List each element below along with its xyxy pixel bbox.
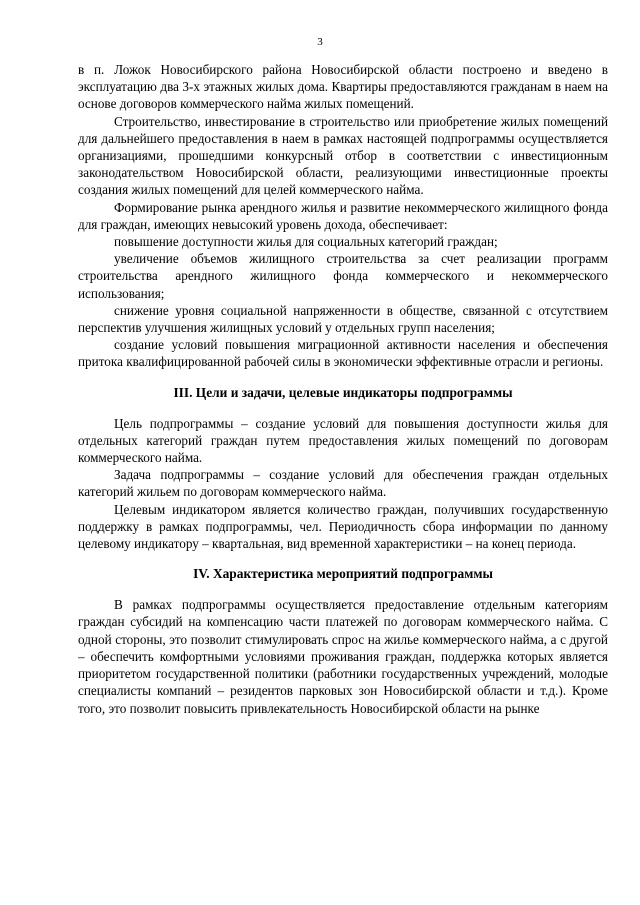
paragraph-intro-1: в п. Ложок Новосибирского района Новосибирской области построено и введено в эксплуатацию два 3-х этажных жилых дома. Квартиры предоставляются гражданам в наем на основе договоров коммерческого найма жилых помещений. bbox=[78, 62, 608, 112]
paragraph-activities: В рамках подпрограммы осуществляется предоставление отдельным категориям граждан субсидий на компенсацию части платежей по договорам коммерческого найма. С одной стороны, это позволит стимулировать спрос на жилье коммерческого найма, а с другой – обеспечить комфортными условиями проживания граждан, поддержка которых является приоритетом государственной политики (работники государственных учреждений, молодые специалисты компаний – резидентов парковых зон Новосибирской области и т.д.). Кроме того, это позволит повысить привлекательность Новосибирской области на рынке bbox=[78, 597, 608, 716]
paragraph-goal: Цель подпрограммы – создание условий для повышения доступности жилья для отдельных категорий граждан путем предоставления жилых помещений по договорам коммерческого найма. bbox=[78, 415, 608, 466]
list-item: создание условий повышения миграционной активности населения и обеспечения притока квалифицированной рабочей силы в экономически эффективные отрасли и регионы. bbox=[78, 337, 608, 370]
list-item: повышение доступности жилья для социальных категорий граждан; bbox=[114, 234, 498, 250]
page-number: 3 bbox=[317, 36, 323, 48]
document-body bbox=[78, 61, 608, 717]
paragraph-intro-3: Формирование рынка арендного жилья и развитие некоммерческого жилищного фонда для граждан, имеющих невысокий уровень дохода, обеспечивает: bbox=[78, 199, 608, 232]
paragraph-indicator: Целевым индикатором является количество граждан, получивших государственную поддержку в рамках подпрограммы, чел. Периодичность сбора информации по данному целевому индикатору – квартальная, вид временной характеристики – на конец периода. bbox=[78, 501, 608, 552]
list-item: увеличение объемов жилищного строительства за счет реализации программ строительства арендного жилищного фонда коммерческого и некоммерческого использования; bbox=[78, 251, 608, 301]
section-heading-goals: III. Цели и задачи, целевые индикаторы подпрограммы bbox=[173, 384, 513, 400]
paragraph-intro-2: Строительство, инвестирование в строительство или приобретение жилых помещений для дальнейшего предоставления в наем в рамках настоящей подпрограммы осуществляется организациями, прошедшими конкурсный отбор в соответствии с инвестиционным законодательством Новосибирской области, реализующими инвестиционные проекты создания жилых помещений для целей коммерческого найма. bbox=[78, 113, 608, 198]
section-heading-activities: IV. Характеристика мероприятий подпрограммы bbox=[193, 566, 493, 582]
list-item: снижение уровня социальной напряженности в обществе, связанной с отсутствием перспектив улучшения жилищных условий у отдельных групп населения; bbox=[78, 302, 608, 336]
paragraph-task: Задача подпрограммы – создание условий для обеспечения граждан отдельных категорий жильем по договорам коммерческого найма. bbox=[78, 467, 608, 500]
